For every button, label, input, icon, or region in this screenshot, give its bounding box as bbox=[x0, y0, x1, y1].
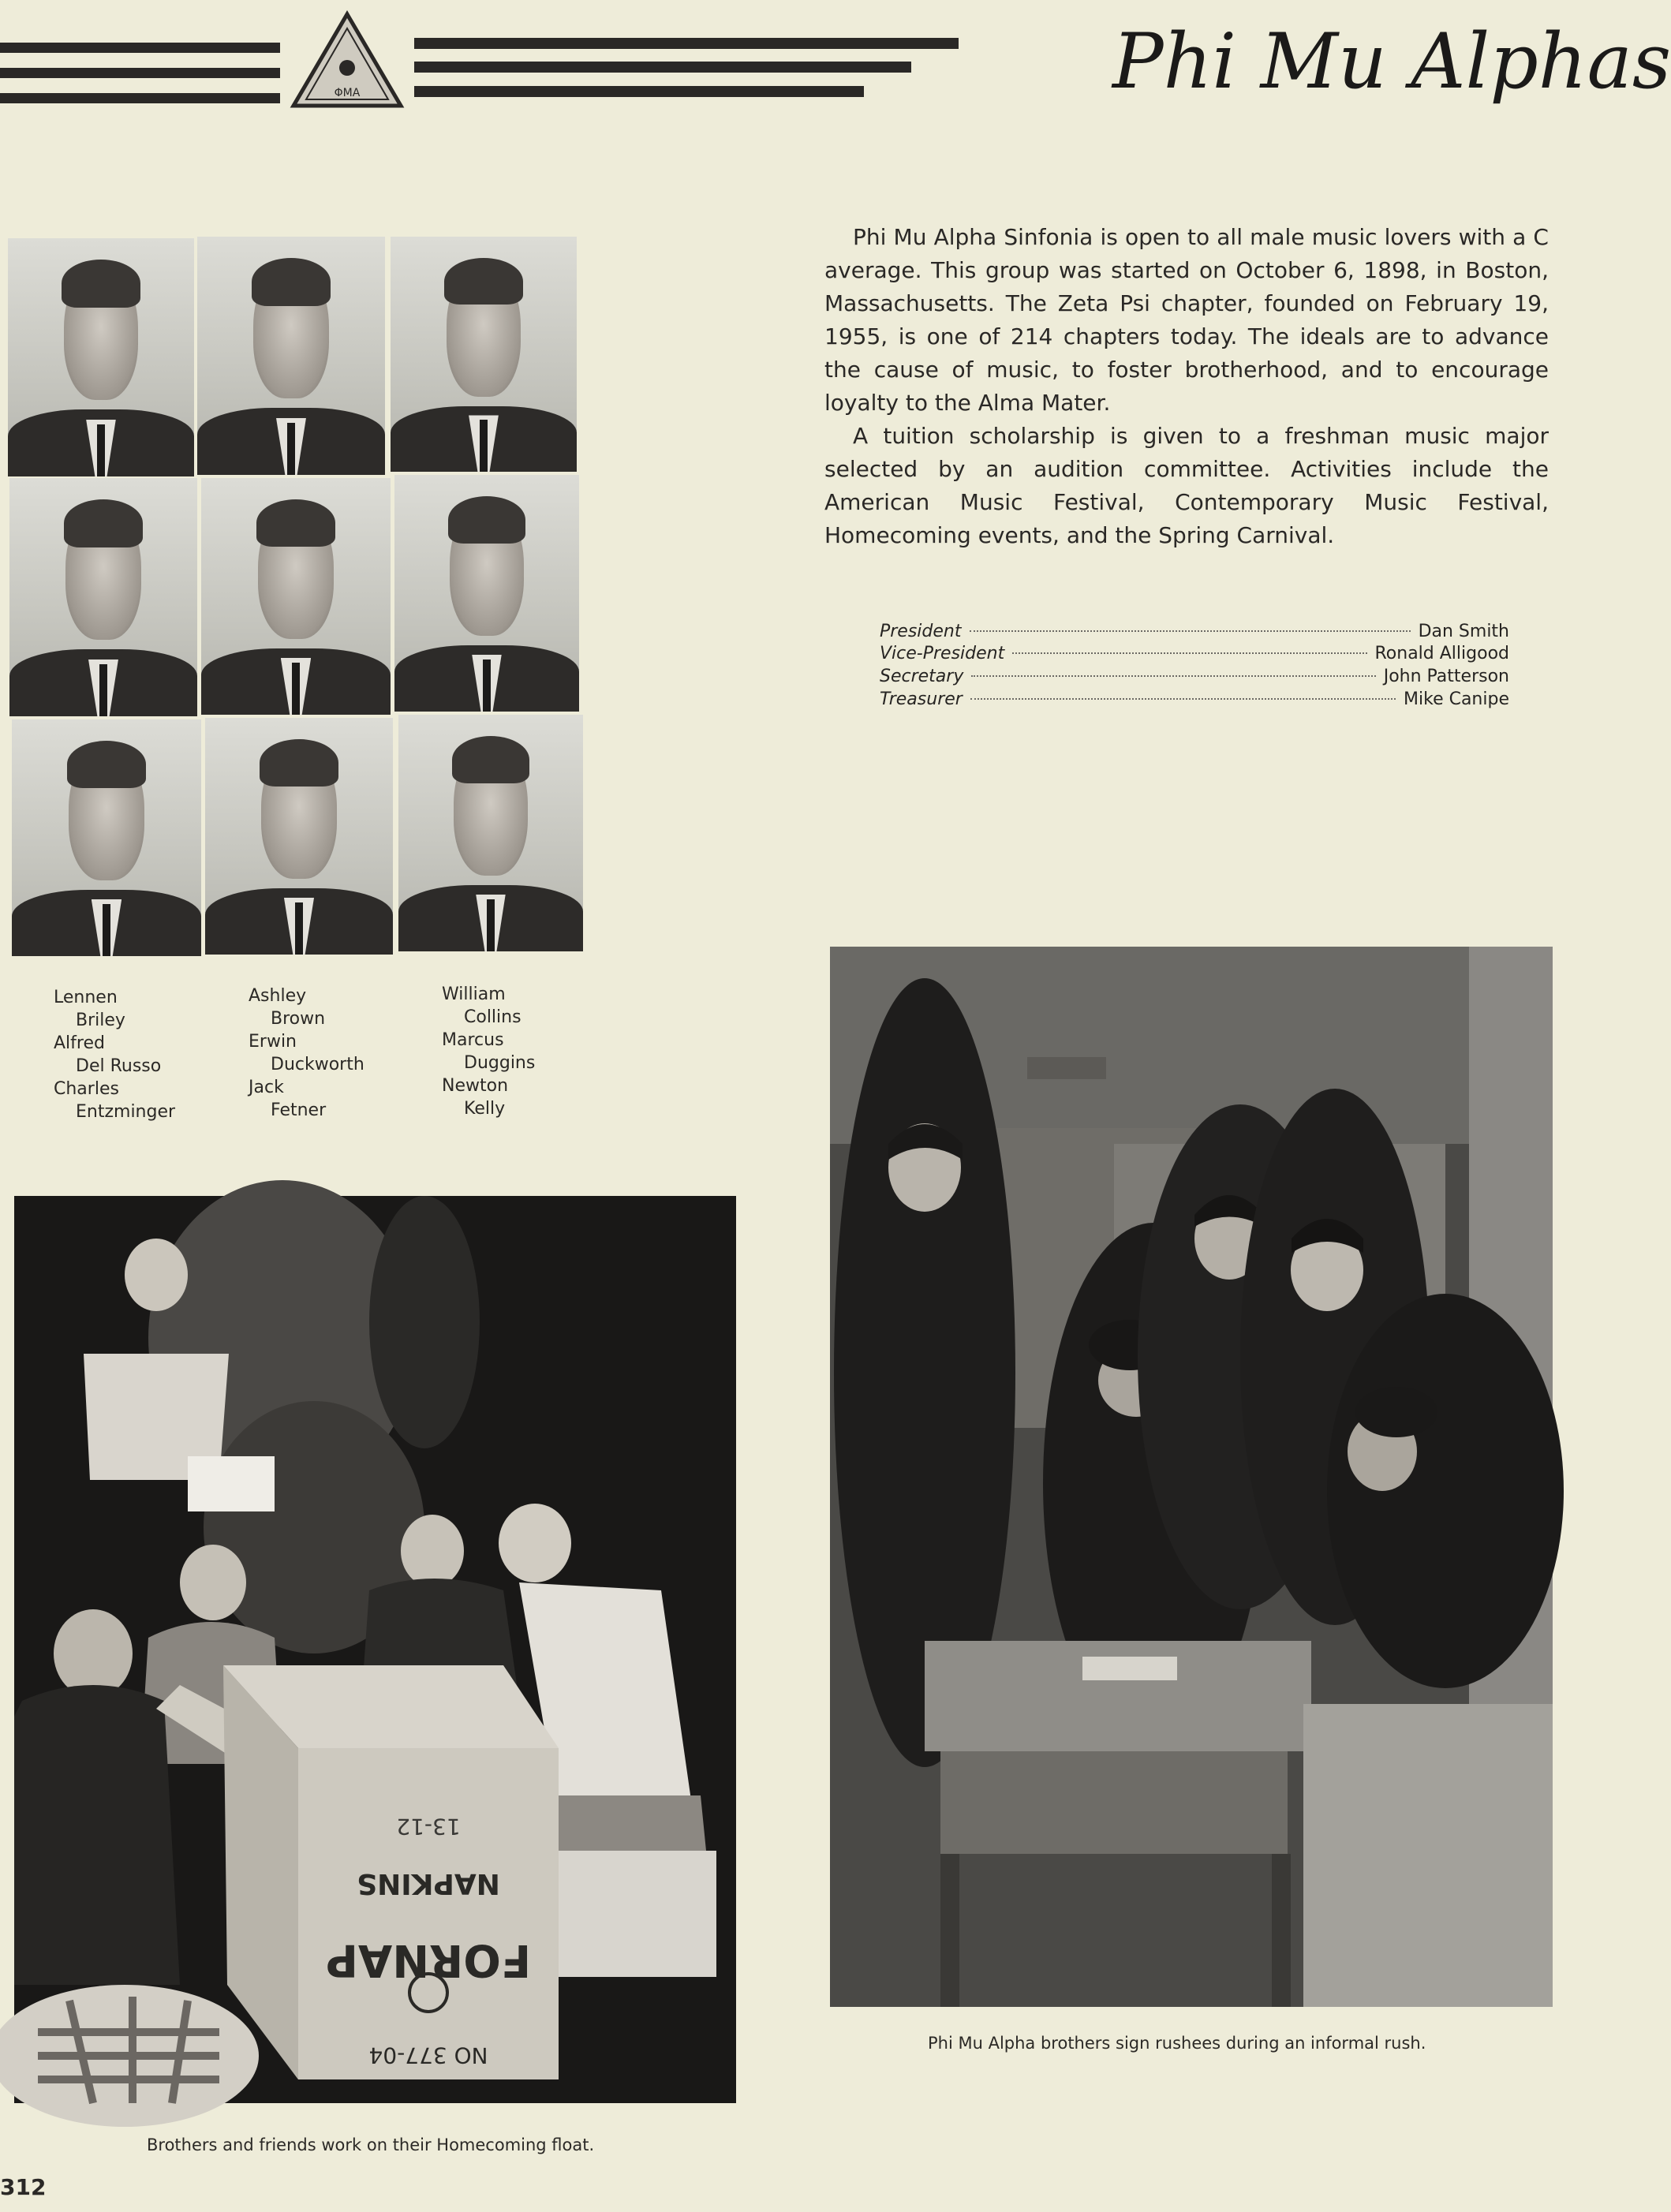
header-rule-right-1 bbox=[414, 38, 959, 49]
rush-photo-caption: Phi Mu Alpha brothers sign rushees during an informal rush. bbox=[928, 2034, 1426, 2053]
member-last-name: Del Russo bbox=[76, 1056, 162, 1076]
page-number: 312 bbox=[0, 2174, 47, 2200]
portrait-photo bbox=[391, 237, 577, 472]
member-last-name: Briley bbox=[76, 1011, 125, 1030]
officer-row bbox=[880, 667, 1509, 686]
member-last-name: Duggins bbox=[464, 1053, 536, 1073]
officer-role: Treasurer bbox=[880, 689, 963, 709]
names-column-1 bbox=[54, 986, 175, 1123]
member-first-name: Alfred bbox=[54, 1033, 105, 1053]
intro-paragraph: Phi Mu Alpha Sinfonia is open to all male music lovers with a C average. This group was started on October 6, 1898, in Boston, Massachusetts. The Zeta Psi chapter, founded on February 19, 1955, is one of 214 chapters today. The ideals are to advance the cause of music, to foster brotherhood, and to encourage loyalty to the Alma Mater. bbox=[824, 224, 1549, 416]
officer-role: Secretary bbox=[880, 667, 964, 686]
officer-role: Vice-President bbox=[880, 644, 1005, 663]
member-first-name: Lennen bbox=[54, 988, 118, 1007]
names-column-2 bbox=[249, 985, 364, 1122]
officer-name: John Patterson bbox=[1383, 667, 1509, 686]
header-rule-left-1 bbox=[0, 43, 280, 53]
header-rule-right-2 bbox=[414, 62, 911, 73]
fraternity-crest-icon bbox=[290, 11, 404, 109]
page-title: Phi Mu Alphas bbox=[1112, 17, 1671, 106]
float-photo bbox=[14, 1196, 736, 2103]
officer-role: President bbox=[880, 622, 962, 641]
portrait-photo bbox=[205, 718, 393, 955]
member-first-name: Erwin bbox=[249, 1032, 297, 1052]
activities-paragraph: A tuition scholarship is given to a freshman music major selected by an audition committee. Activities include the American Music Festival, Contemporary Music Festival, Homecoming events, and the Spring Carnival. bbox=[824, 423, 1549, 548]
member-last-name: Kelly bbox=[464, 1099, 506, 1119]
officer-name: Mike Canipe bbox=[1404, 689, 1509, 709]
member-last-name: Duckworth bbox=[271, 1055, 364, 1074]
portrait-photo bbox=[9, 478, 197, 716]
rush-photo bbox=[830, 947, 1553, 2007]
member-first-name: Jack bbox=[249, 1078, 284, 1097]
crest-letters: ΦΜΑ bbox=[334, 87, 361, 99]
member-last-name: Brown bbox=[271, 1009, 326, 1029]
portrait-photo bbox=[201, 478, 391, 715]
portrait-photo bbox=[394, 475, 579, 712]
names-column-3 bbox=[442, 983, 535, 1120]
member-first-name: Marcus bbox=[442, 1030, 504, 1050]
officer-row bbox=[880, 689, 1509, 709]
member-first-name: Charles bbox=[54, 1079, 119, 1099]
portrait-photo bbox=[398, 715, 583, 951]
officer-name: Dan Smith bbox=[1418, 622, 1509, 641]
header-rule-left-2 bbox=[0, 68, 280, 78]
officer-row bbox=[880, 622, 1509, 641]
header-rule-right-3 bbox=[414, 86, 864, 97]
float-photo-caption: Brothers and friends work on their Homecoming float. bbox=[147, 2135, 595, 2154]
member-last-name: Collins bbox=[464, 1007, 521, 1027]
officer-name: Ronald Alligood bbox=[1374, 644, 1509, 663]
box-label-number: NO 377-04 bbox=[368, 2042, 488, 2068]
member-last-name: Fetner bbox=[271, 1100, 327, 1120]
portrait-photo bbox=[8, 238, 194, 476]
member-first-name: Newton bbox=[442, 1076, 509, 1096]
portrait-photo bbox=[197, 237, 385, 475]
member-first-name: Ashley bbox=[249, 986, 307, 1006]
box-label-napkins: NAPKINS bbox=[357, 1867, 500, 1900]
officer-row bbox=[880, 644, 1509, 663]
member-first-name: William bbox=[442, 985, 506, 1004]
portrait-photo bbox=[12, 719, 201, 956]
header-rule-left-3 bbox=[0, 93, 280, 103]
box-label-brand: FORNAP bbox=[325, 1934, 532, 1986]
member-last-name: Entzminger bbox=[76, 1102, 176, 1122]
box-label-size: 13-12 bbox=[396, 1814, 461, 1840]
